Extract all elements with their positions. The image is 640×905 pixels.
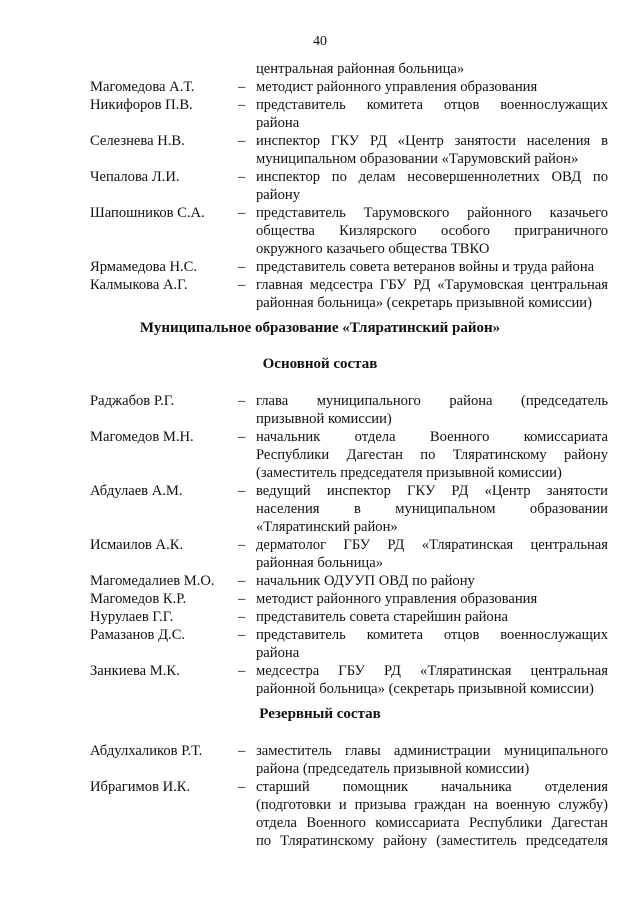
dash: – <box>238 133 246 149</box>
member-role: методист районного управления образования <box>256 79 538 95</box>
dash: – <box>238 663 246 679</box>
member-name: Рамазанов Д.С. <box>90 627 186 643</box>
member-role: представитель совета ветеранов войны и труда района <box>256 259 595 275</box>
member-name: Никифоров П.В. <box>90 97 193 113</box>
member-role: глава муниципального района (председатель <box>256 393 608 409</box>
dash: – <box>238 79 246 95</box>
member-name: Калмыкова А.Г. <box>90 277 188 293</box>
member-role: отдела Военного комиссариата Республики Дагестан <box>256 815 608 831</box>
dash: – <box>238 393 246 409</box>
dash: – <box>238 97 246 113</box>
dash: – <box>238 259 246 275</box>
member-role: района <box>256 115 300 131</box>
dash: – <box>238 573 246 589</box>
member-role: районная больница» (секретарь призывной комиссии) <box>256 295 592 311</box>
member-role: району <box>256 187 300 203</box>
member-name: Селезнева Н.В. <box>90 133 185 149</box>
member-role: (заместитель председателя призывной комиссии) <box>256 465 562 481</box>
member-role: представитель комитета отцов военнослужащих <box>256 97 608 113</box>
member-name: Абдулаев А.М. <box>90 483 183 499</box>
member-name: Нурулаев Г.Г. <box>90 609 174 625</box>
member-role: представитель Тарумовского районного казачьего <box>256 205 608 221</box>
member-role: районной больница» (секретарь призывной комиссии) <box>256 681 594 697</box>
member-name: Шапошников С.А. <box>90 205 205 221</box>
dash: – <box>238 205 246 221</box>
member-role: населения в муниципальном образовании <box>256 501 608 517</box>
member-name: Исмаилов А.К. <box>90 537 184 553</box>
reserve-composition-heading: Резервный состав <box>259 706 381 722</box>
main-composition-heading: Основной состав <box>262 356 378 372</box>
member-role: представитель совета старейшин района <box>256 609 508 625</box>
member-role: муниципальном образовании «Тарумовский район» <box>256 151 579 167</box>
member-role: главная медсестра ГБУ РД «Тарумовская центральная <box>256 277 608 293</box>
member-role: района (председатель призывной комиссии) <box>256 761 530 777</box>
member-role: по Тляратинскому району (заместитель председателя <box>256 833 608 849</box>
continuation-text: центральная районная больница» <box>256 61 465 77</box>
member-name: Чепалова Л.И. <box>90 169 180 185</box>
member-name: Раджабов Р.Г. <box>90 393 175 409</box>
dash: – <box>238 169 246 185</box>
member-role: дерматолог ГБУ РД «Тляратинская центральная <box>256 537 608 553</box>
member-role: районная больница» <box>256 555 384 571</box>
member-role: старший помощник начальника отделения <box>256 779 608 795</box>
member-role: общества Кизлярского особого приграничного <box>256 223 608 239</box>
member-role: Республики Дагестан по Тляратинскому району <box>256 447 608 463</box>
member-name: Магомедова А.Т. <box>90 79 195 95</box>
dash: – <box>238 779 246 795</box>
member-role: окружного казачьего общества ТВКО <box>256 241 490 257</box>
member-role: призывной комиссии) <box>256 411 392 427</box>
member-name: Магомедалиев М.О. <box>90 573 215 589</box>
municipality-heading: Муниципальное образование «Тляратинский район» <box>139 320 501 336</box>
member-role: (подготовки и призыва граждан на военную службу) <box>256 797 608 813</box>
dash: – <box>238 591 246 607</box>
member-role: инспектор ГКУ РД «Центр занятости населения в <box>256 133 608 149</box>
dash: – <box>238 743 246 759</box>
member-role: медсестра ГБУ РД «Тляратинская центральная <box>256 663 608 679</box>
dash: – <box>238 537 246 553</box>
member-role: района <box>256 645 300 661</box>
member-role: начальник ОДУУП ОВД по району <box>256 573 475 589</box>
page-number: 40 <box>313 34 327 49</box>
member-role: «Тляратинский район» <box>256 519 398 535</box>
member-role: методист районного управления образования <box>256 591 538 607</box>
member-role: инспектор по делам несовершеннолетних ОВД по <box>256 169 608 185</box>
dash: – <box>238 609 246 625</box>
dash: – <box>238 429 246 445</box>
member-name: Магомедов М.Н. <box>90 429 194 445</box>
member-name: Занкиева М.К. <box>90 663 180 679</box>
member-name: Ярмамедова Н.С. <box>90 259 198 275</box>
member-role: ведущий инспектор ГКУ РД «Центр занятости <box>256 483 608 499</box>
dash: – <box>238 277 246 293</box>
member-name: Ибрагимов И.К. <box>90 779 191 795</box>
member-role: представитель комитета отцов военнослужащих <box>256 627 608 643</box>
member-role: начальник отдела Военного комиссариата <box>256 429 608 445</box>
dash: – <box>238 483 246 499</box>
member-name: Абдулхаликов Р.Т. <box>90 743 203 759</box>
dash: – <box>238 627 246 643</box>
member-name: Магомедов К.Р. <box>90 591 187 607</box>
member-role: заместитель главы администрации муниципального <box>256 743 608 759</box>
